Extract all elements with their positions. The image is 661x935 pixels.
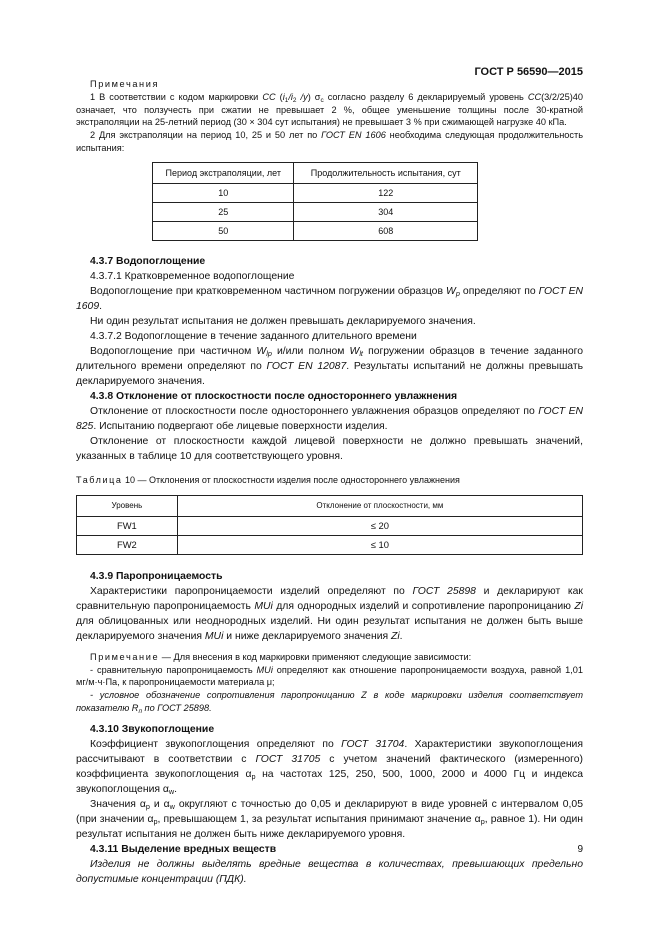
table-row (77, 516, 583, 535)
paragraph: Водопоглощение при частичном $W_{lp}$ и/или полном $W_{lt}$ погружении образцов в течение заданного длительного времени определяют по ГОСТ EN 12087. Результаты испытаний не должны превышать декларируемого значения. (76, 345, 584, 387)
table-row (153, 183, 478, 202)
paragraph: Водопоглощение при кратковременном частичном погружении образцов $W_p$ определяют по ГОСТ EN 1609. (76, 285, 584, 312)
table-cell: 10 (153, 183, 294, 202)
table-row (77, 535, 583, 554)
table-cell: 608 (294, 221, 478, 240)
table-header-cell: Отклонение от плоскостности, мм (177, 495, 582, 516)
table-header-cell: Уровень (77, 495, 178, 516)
note-1: 1 В соответствии с кодом маркировки CC ($i_1/i_2$ /y) $\sigma_c$ согласно разделу 6 декларируемый уровень CC(3/2/25)40 означает, что ползучесть при сжатии не превышает 2 %, общее уменьшение толщины после 30-кратной экстраполяции на 25-летний период (30 × 304 сут испытания) не превышает 3 % при сжимающей нагрузке 40 кПа. (76, 91, 583, 128)
page-content (76, 78, 583, 887)
section-heading: 4.3.9 Паропроницаемость (90, 570, 223, 582)
subsection-title: 4.3.7.1 Кратковременное водопоглощение (90, 270, 295, 282)
table-cell: ≤ 10 (177, 535, 582, 554)
table-10-caption: Таблица 10 — Отклонения от плоскостности изделия после одностороннего увлажнения (76, 474, 460, 485)
table-cell: 25 (153, 202, 294, 221)
extrapolation-table (152, 162, 478, 241)
section-heading: 4.3.10 Звукопоглощение (90, 723, 215, 735)
section-heading: 4.3.11 Выделение вредных веществ (90, 843, 277, 855)
table-header-cell: Продолжительность испытания, сут (294, 162, 478, 183)
note-2: 2 Для экстраполяции на период 10, 25 и 50 лет по ГОСТ EN 1606 необходима следующая продолжительность испытания: (76, 130, 583, 153)
note-item: - условное обозначение сопротивления паропроницанию Z в коде маркировки изделия соответствует показателю $R_п$ по ГОСТ 25898. (76, 690, 583, 715)
note-intro: Примечание — Для внесения в код маркировки применяют следующие зависимости: (90, 651, 472, 662)
flatness-table (76, 495, 583, 555)
section-4-3-8 (76, 389, 583, 464)
notes-title: Примечания (90, 79, 160, 89)
table-cell: 122 (294, 183, 478, 202)
table-row (153, 221, 478, 240)
paragraph: Ни один результат испытания не должен превышать декларируемого значения. (90, 315, 476, 327)
note-item: - сравнительную паропроницаемость MUi определяют как отношение паропроницаемости воздуха, равной 1,01 мг/м·ч·Па, к паропроницаемости материала μ; (76, 664, 583, 688)
document-code-header: ГОСТ Р 56590—2015 (474, 66, 583, 78)
paragraph: Изделия не должны выделять вредные вещества в количествах, превышающих предельно допустимые концентрации (ПДК). (76, 858, 583, 885)
subsection-title: 4.3.7.2 Водопоглощение в течение заданного длительного времени (90, 330, 417, 342)
table-cell: FW2 (77, 535, 178, 554)
paragraph: Отклонение от плоскостности после одностороннего увлажнения образцов определяют по ГОСТ EN 825. Испытанию подвергают обе лицевые поверхности изделия. (76, 405, 584, 432)
paragraph: Коэффициент звукопоглощения определяют по ГОСТ 31704. Характеристики звукопоглощения рассчитывают в соответствии с ГОСТ 31705 с учетом значений фактического (измеренного) коэффициента звукопоглощения $\alpha_p$ на частотах 125, 250, 500, 1000, 2000 и 4000 Гц и индекса звукопоглощения $\alpha_w$. (76, 738, 584, 796)
paragraph: Отклонение от плоскостности каждой лицевой поверхности не должно превышать значений, указанных в таблице 10 для соответствующего уровня. (76, 435, 583, 462)
section-heading: 4.3.8 Отклонение от плоскостности после одностороннего увлажнения (90, 390, 458, 402)
table-cell: FW1 (77, 516, 178, 535)
notes-block-1 (76, 78, 583, 155)
table-header-row (153, 162, 478, 183)
table-row (153, 202, 478, 221)
table-cell: ≤ 20 (177, 516, 582, 535)
table-header-cell: Период экстраполяции, лет (153, 162, 294, 183)
section-4-3-7 (76, 254, 583, 389)
section-4-3-11 (76, 842, 583, 887)
section-heading: 4.3.7 Водопоглощение (90, 255, 206, 267)
section-4-3-9 (76, 569, 583, 644)
section-4-3-10 (76, 722, 583, 842)
table-header-row (77, 495, 583, 516)
notes-block-2 (76, 651, 583, 715)
table-cell: 50 (153, 221, 294, 240)
page-number: 9 (577, 844, 583, 855)
paragraph: Значения $\alpha_p$ и $\alpha_w$ округляют с точностью до 0,05 и декларируют в виде уровней с интервалом 0,05 (при значении $\alpha_p$, превышающем 1, за результат испытания принимают значение $\alpha_p$, равное 1). Ни один результат испытания не должен быть ниже декларируемого уровня. (76, 798, 583, 840)
paragraph: Характеристики паропроницаемости изделий определяют по ГОСТ 25898 и декларируют как сравнительную паропроницаемость MUi для однородных изделий и сопротивление паропроницанию Zi для облицованных или неоднородных изделий. Ни один результат испытания не должен быть выше декларируемого значения MUi и ниже декларируемого значения Zi. (76, 585, 583, 642)
table-cell: 304 (294, 202, 478, 221)
